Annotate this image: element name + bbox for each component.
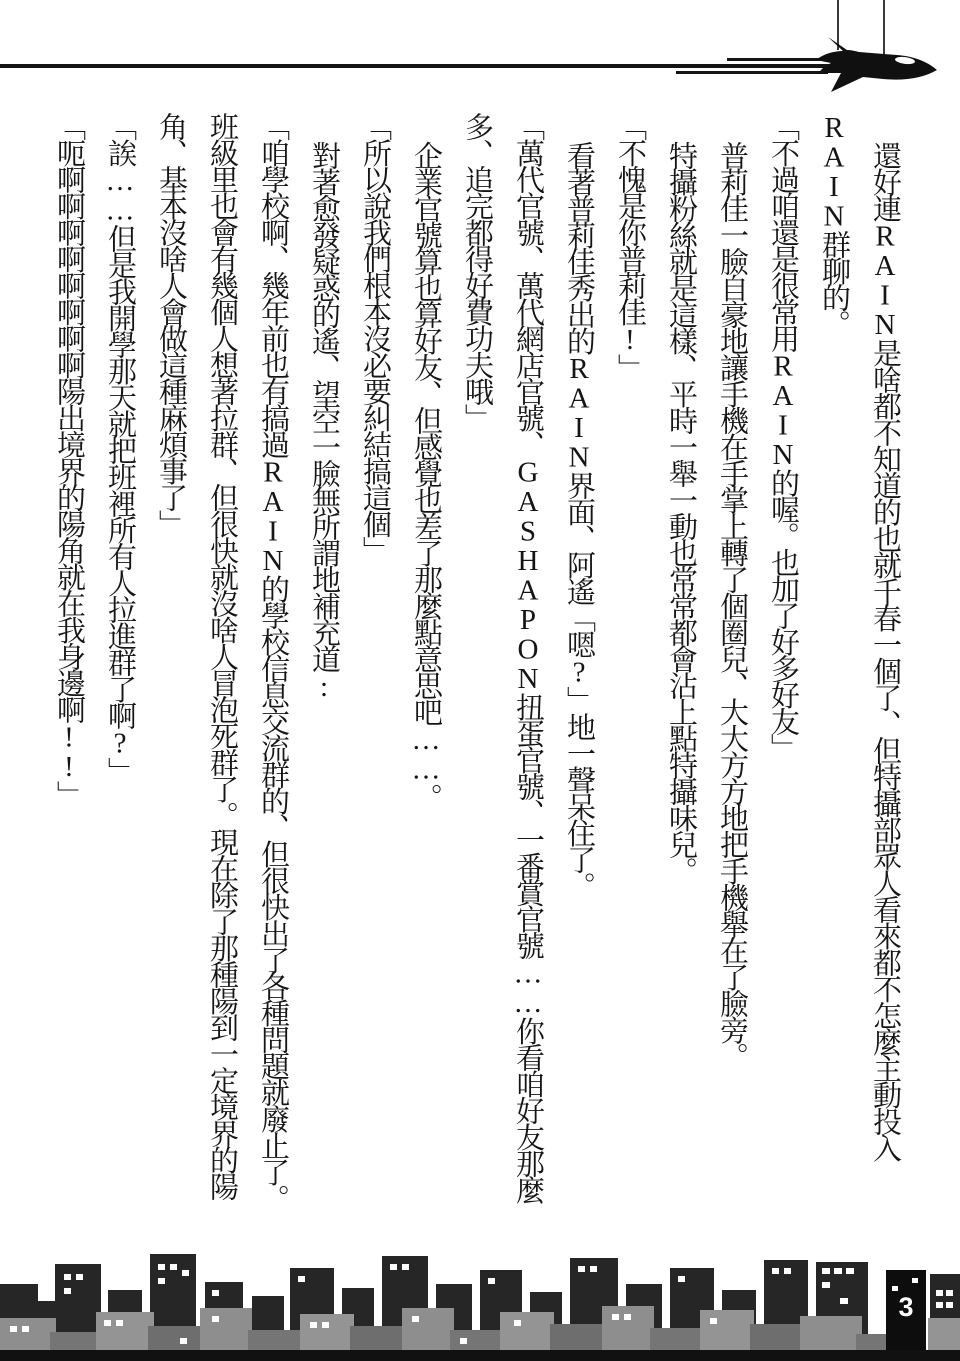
jet-icon [806,34,940,98]
paragraph: 企業官號算也算好友、但感覺也差了那麼點意思吧……。 [410,141,442,810]
paragraph: 對著愈發疑惑的遙、望空一臉無所謂地補充道: [308,141,340,701]
vertical-text-body [38,112,910,1236]
paragraph: 特攝粉絲就是這樣、平時一舉一動也常常都會沾上點特攝味兒。 [665,141,697,883]
paragraph-quote: 「萬代官號、萬代網店官號、GASHAPON扭蛋官號、一番賞官號……你看咱好友那麼多、追完都得好費功夫哦」 [461,112,544,1202]
paragraph: 看著普莉佳秀出的RAIN界面、阿遙「嗯?」地一聲呆住了。 [563,141,595,898]
paragraph-quote: 「所以說我們根本沒必要糾結搞這個」 [359,112,391,563]
paragraph: 普莉佳一臉自豪地讓手機在手掌上轉了個圈兒、大大方方地把手機舉在了臉旁。 [716,141,748,1069]
paragraph-quote: 「咱學校啊、幾年前也有搞過RAIN的學校信息交流群的、但很快出了各種問題就廢止了。班級里也會有幾個人想著拉群、但很快就沒啥人冒泡死群了。現在除了那種陽到一定境界的陽角、基本沒啥人會做這種麻煩事了」 [155,112,289,1211]
paragraph-quote: 「不愧是你普莉佳!」 [614,112,646,380]
paragraph-quote: 「不過咱還是很常用RAIN的喔。也加了好多好友」 [767,112,799,760]
page-number: 3 [898,1292,914,1322]
city-skyline-icon [0,1246,960,1361]
paragraph-quote: 「誒……但是我開學那天就把班裡所有人拉進群了啊?」 [104,112,136,784]
paragraph: 還好連RAIN是啥都不知道的也就千春一個了、但特攝部眾人看來都不怎麼主動投入RAIN群聊的。 [818,112,901,1160]
paragraph-quote: 「呃啊啊啊啊啊啊啊啊陽出境界的陽角就在我身邊啊!!」 [53,112,85,807]
header-speed-line-main [0,64,833,68]
